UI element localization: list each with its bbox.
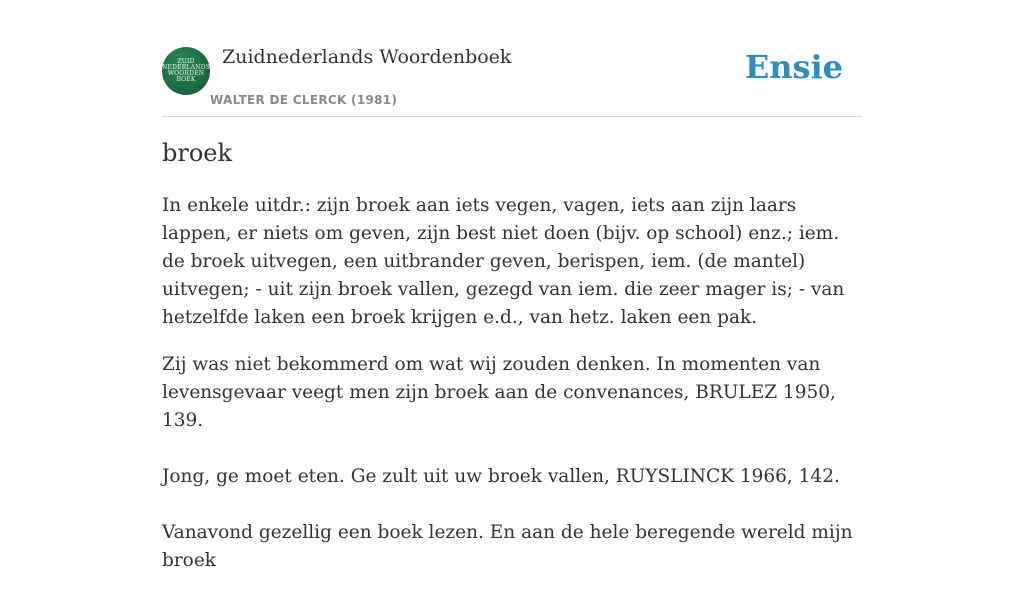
header [162, 0, 862, 117]
book-author: WALTER DE CLERCK (1981) [210, 93, 398, 107]
logo-text-line: ZUID [177, 58, 195, 65]
example-quote: Zij was niet bekommerd om wat wij zouden denken. In momenten van levensgevaar veegt men zijn broek aan de convenances, BRULEZ 1950, 139. [162, 354, 836, 431]
entry-body [162, 192, 862, 603]
logo-text-line: NEDERLANDS [162, 64, 210, 71]
page-title: broek [162, 139, 233, 167]
logo-text-line: WOORDEN [167, 70, 205, 77]
book-logo[interactable] [162, 47, 210, 95]
ensie-logo-link[interactable]: Ensie [744, 48, 843, 86]
definition-text: In enkele uitdr.: zijn broek aan iets vegen, vagen, iets aan zijn laars lappen, er niets om geven, zijn best niet doen (bijv. op school) enz.; iem. de broek uitvegen, een uitbrander geven, berispen, iem. (de mantel) uitvegen; - uit zijn broek vallen, gezegd van iem. die zeer mager is; - van hetzelfde laken een broek krijgen e.d., van hetz. laken een pak. [162, 195, 845, 328]
page [162, 0, 862, 571]
example-quote: Vanavond gezellig een boek lezen. En aan de hele beregende wereld mijn broek [162, 522, 853, 571]
book-title-link[interactable]: Zuidnederlands Woordenboek [222, 46, 512, 68]
example-quote: Jong, ge moet eten. Ge zult uit uw broek vallen, RUYSLINCK 1966, 142. [162, 466, 840, 487]
logo-text-line: BOEK [176, 76, 196, 83]
